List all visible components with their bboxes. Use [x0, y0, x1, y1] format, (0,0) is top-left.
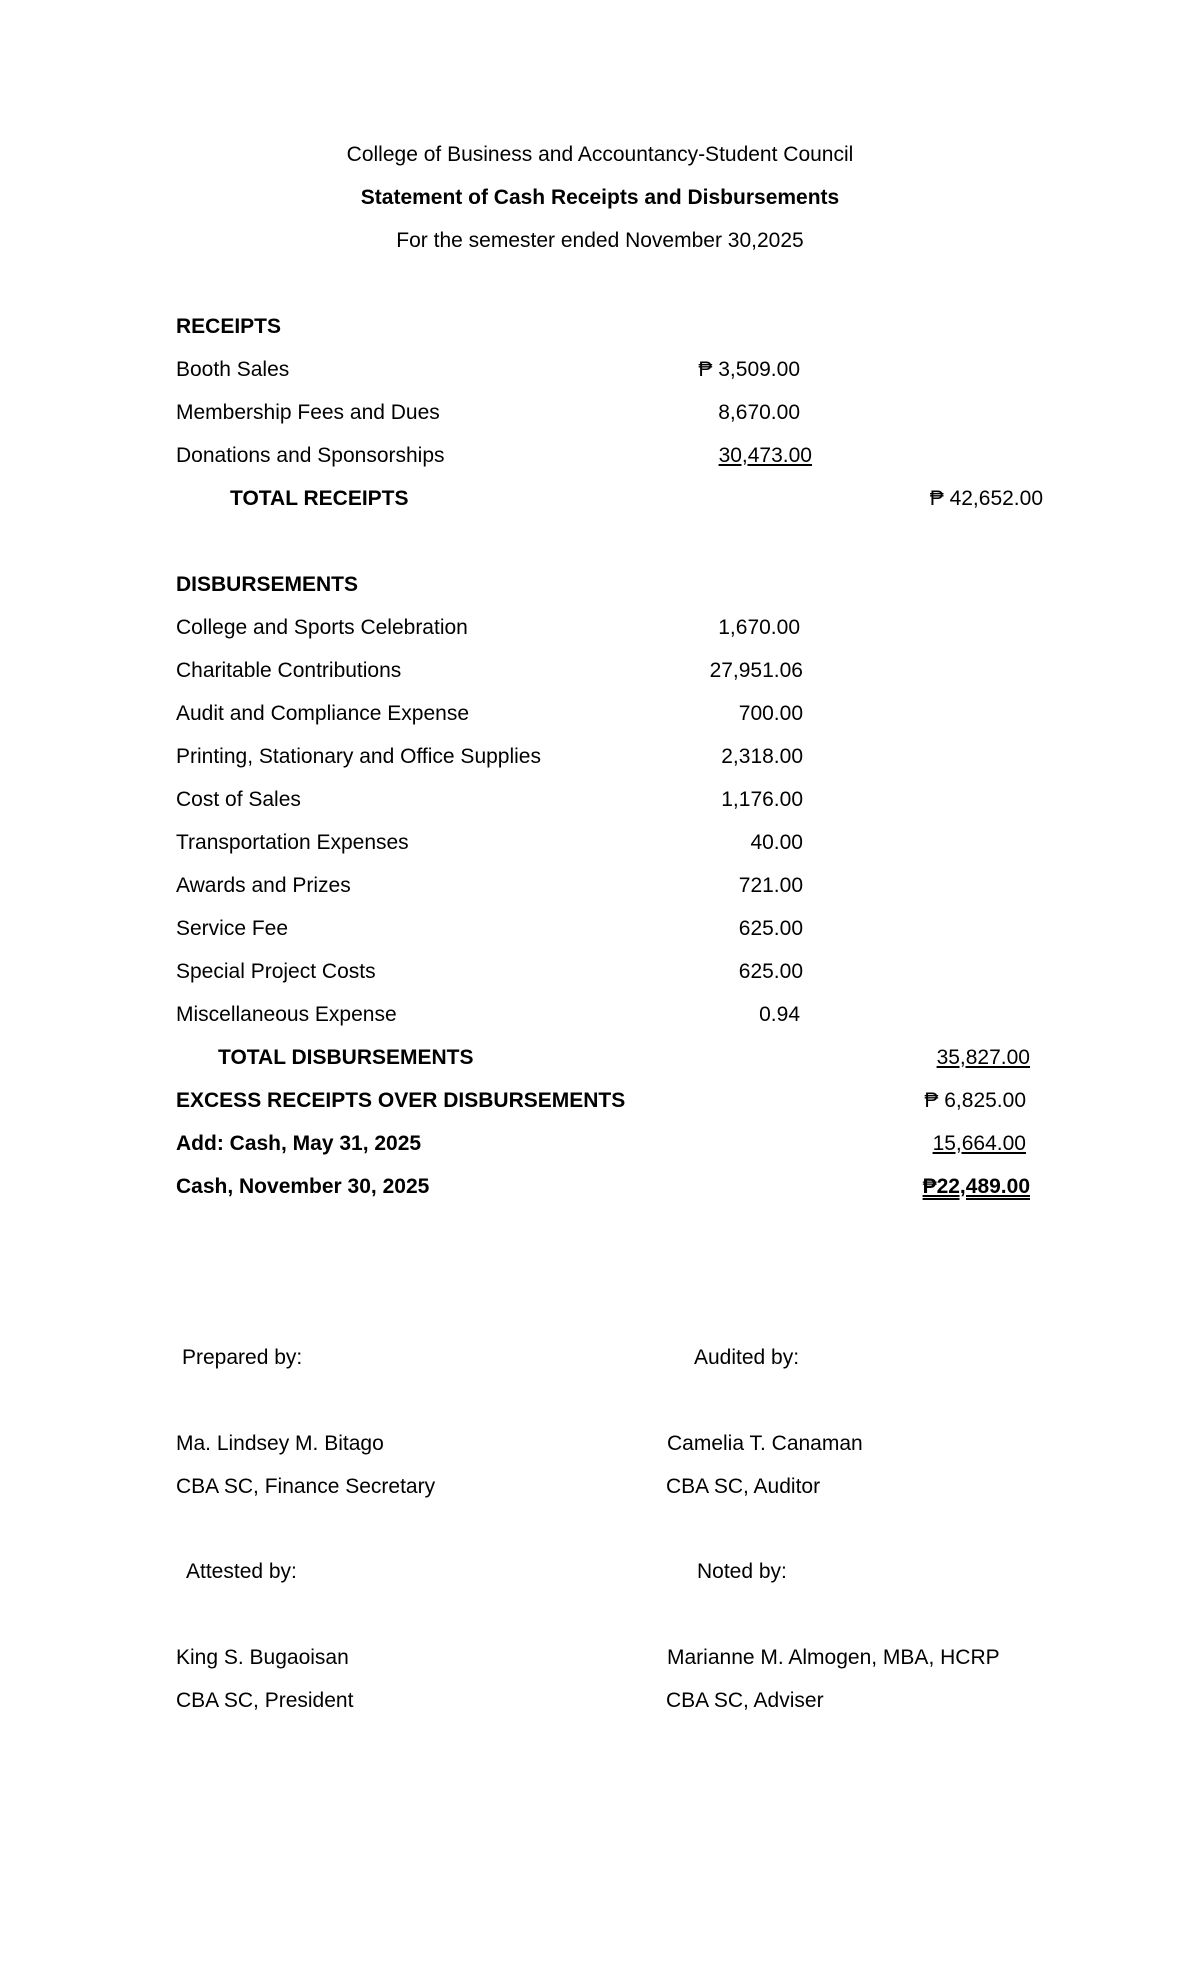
disbursement-label: Cost of Sales — [176, 788, 301, 811]
disbursement-amount: 721.00 — [738, 874, 803, 897]
disbursement-amount: 2,318.00 — [721, 745, 803, 768]
disbursement-label: Charitable Contributions — [176, 659, 402, 682]
ending-cash-label: Cash, November 30, 2025 — [176, 1175, 430, 1198]
receipts-heading: RECEIPTS — [176, 315, 282, 338]
audited-by-caption: Audited by: — [694, 1346, 800, 1369]
attester-position: CBA SC, President — [176, 1689, 354, 1712]
adviser-name: Marianne M. Almogen, MBA, HCRP — [667, 1646, 1000, 1669]
organization-name: College of Business and Accountancy-Student Council — [346, 143, 854, 166]
disbursement-label: Printing, Stationary and Office Supplies — [176, 745, 541, 768]
receipt-amount: ₱ 3,509.00 — [698, 358, 800, 381]
receipt-amount: 8,670.00 — [718, 401, 800, 424]
receipt-label: Membership Fees and Dues — [176, 401, 440, 424]
preparer-position: CBA SC, Finance Secretary — [176, 1475, 436, 1498]
receipt-amount: 30,473.00 — [718, 444, 812, 467]
disbursement-amount: 1,670.00 — [718, 616, 800, 639]
disbursement-label: Special Project Costs — [176, 960, 376, 983]
disbursement-amount: 40.00 — [750, 831, 803, 854]
disbursements-heading: DISBURSEMENTS — [176, 573, 359, 596]
statement-title: Statement of Cash Receipts and Disbursements — [360, 186, 840, 209]
disbursement-amount: 625.00 — [738, 917, 803, 940]
disbursement-amount: 27,951.06 — [709, 659, 803, 682]
total-disbursements-label: TOTAL DISBURSEMENTS — [218, 1046, 474, 1069]
ending-cash-amount: ₱22,489.00 — [922, 1175, 1030, 1198]
beginning-cash-label: Add: Cash, May 31, 2025 — [176, 1132, 422, 1155]
excess-receipts-label: EXCESS RECEIPTS OVER DISBURSEMENTS — [176, 1089, 626, 1112]
disbursement-amount: 0.94 — [759, 1003, 800, 1026]
auditor-name: Camelia T. Canaman — [667, 1432, 863, 1455]
total-receipts-label: TOTAL RECEIPTS — [230, 487, 409, 510]
disbursement-label: Audit and Compliance Expense — [176, 702, 470, 725]
disbursement-amount: 625.00 — [738, 960, 803, 983]
total-disbursements-amount: 35,827.00 — [936, 1046, 1030, 1069]
excess-receipts-amount: ₱ 6,825.00 — [924, 1089, 1026, 1112]
statement-period: For the semester ended November 30,2025 — [396, 229, 804, 252]
disbursement-label: College and Sports Celebration — [176, 616, 468, 639]
attested-by-caption: Attested by: — [186, 1560, 297, 1583]
total-receipts-amount: ₱ 42,652.00 — [929, 487, 1043, 510]
adviser-position: CBA SC, Adviser — [666, 1689, 824, 1712]
disbursement-amount: 700.00 — [738, 702, 803, 725]
disbursement-amount: 1,176.00 — [721, 788, 803, 811]
prepared-by-caption: Prepared by: — [182, 1346, 303, 1369]
receipt-label: Booth Sales — [176, 358, 290, 381]
disbursement-label: Awards and Prizes — [176, 874, 351, 897]
noted-by-caption: Noted by: — [697, 1560, 787, 1583]
preparer-name: Ma. Lindsey M. Bitago — [176, 1432, 384, 1455]
disbursement-label: Miscellaneous Expense — [176, 1003, 397, 1026]
beginning-cash-amount: 15,664.00 — [932, 1132, 1026, 1155]
attester-name: King S. Bugaoisan — [176, 1646, 349, 1669]
disbursement-label: Service Fee — [176, 917, 289, 940]
disbursement-label: Transportation Expenses — [176, 831, 409, 854]
receipt-label: Donations and Sponsorships — [176, 444, 445, 467]
auditor-position: CBA SC, Auditor — [666, 1475, 821, 1498]
